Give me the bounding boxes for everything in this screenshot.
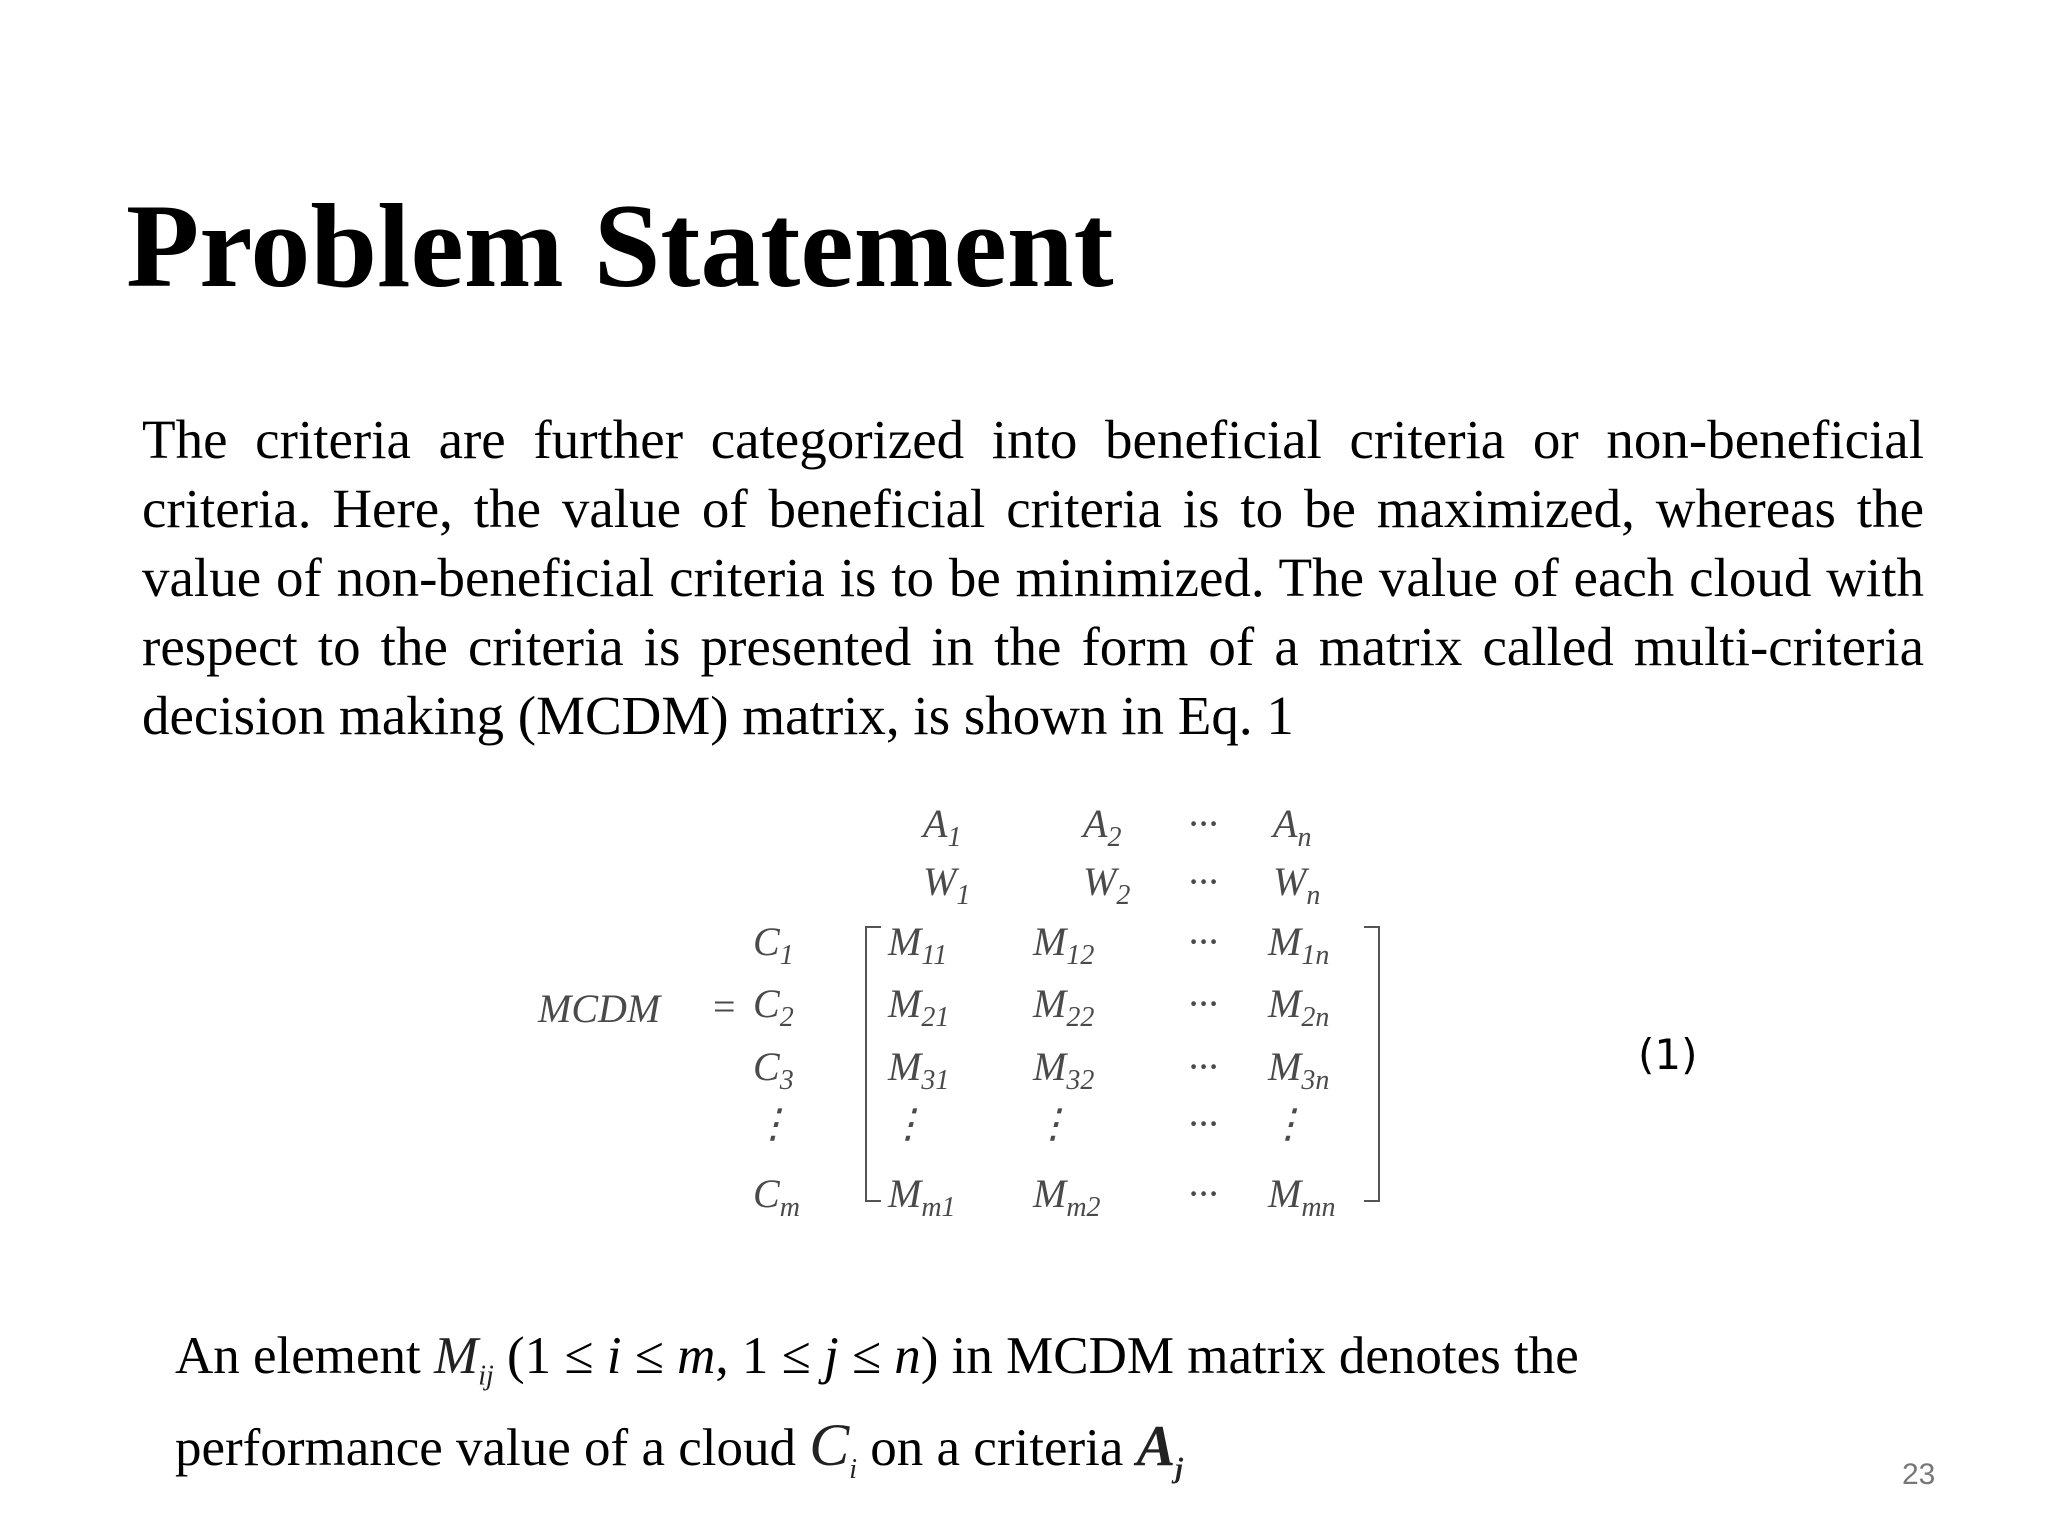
footer-text-8: on a criteria bbox=[857, 1418, 1137, 1477]
matrix-cell: $M_{22}$ bbox=[1033, 981, 1095, 1033]
footer-text-4: , 1 ≤ bbox=[715, 1327, 824, 1385]
footer-text-7: performance value of a cloud bbox=[175, 1418, 810, 1477]
matrix-cell: $M_{3n}$ bbox=[1268, 1044, 1330, 1096]
matrix-row-label: ⋮ bbox=[753, 1101, 793, 1146]
matrix-lhs: MCDM bbox=[538, 986, 661, 1031]
matrix-cell: $M_{21}$ bbox=[888, 981, 950, 1033]
matrix-header-a: $A_n$ bbox=[1273, 801, 1312, 853]
matrix-cell: $M_{31}$ bbox=[888, 1044, 950, 1096]
footer-paragraph bbox=[175, 1322, 1875, 1504]
matrix-cell: ··· bbox=[1188, 919, 1218, 964]
matrix-cell: ⋮ bbox=[1268, 1101, 1308, 1146]
matrix-left-bracket bbox=[865, 926, 881, 1202]
matrix-header-a: ··· bbox=[1188, 801, 1218, 846]
body-paragraph: The criteria are further categorized into beneficial criteria or non-beneficial criteria. Here, the value of beneficial criteria is to be maximized, whereas the value of non-beneficial criteria is to be minimized. The value of each cloud with respect to the criteria is presented in the form of a matrix called multi-criteria decision making (MCDM) matrix, is shown in Eq. 1 bbox=[142, 409, 1924, 746]
matrix-cell: $M_{1n}$ bbox=[1268, 919, 1330, 971]
matrix-cell: ··· bbox=[1188, 981, 1218, 1026]
matrix-header-a: $A_1$ bbox=[923, 801, 962, 853]
matrix-cell: ··· bbox=[1188, 1101, 1218, 1146]
matrix-header-w: $W_2$ bbox=[1083, 859, 1131, 911]
symbol-m-ij: $M_{ij}$ bbox=[434, 1327, 494, 1392]
matrix-cell: $M_{32}$ bbox=[1033, 1044, 1095, 1096]
matrix-cell: ··· bbox=[1188, 1044, 1218, 1089]
matrix-cell: ⋮ bbox=[1033, 1101, 1073, 1146]
symbol-a-j: $A_j$ bbox=[1136, 1412, 1184, 1485]
mcdm-matrix-equation bbox=[528, 790, 1428, 1230]
matrix-cell: $M_{12}$ bbox=[1033, 919, 1095, 971]
var-j: j bbox=[823, 1327, 839, 1385]
var-i: i bbox=[606, 1327, 622, 1385]
matrix-header-w: $W_1$ bbox=[923, 859, 971, 911]
matrix-row-label: $C_m$ bbox=[753, 1171, 800, 1223]
var-m: m bbox=[677, 1327, 716, 1385]
matrix-cell: $M_{11}$ bbox=[888, 919, 948, 971]
footer-text-1: An element bbox=[175, 1327, 435, 1385]
var-n: n bbox=[894, 1327, 921, 1385]
footer-text-2: (1 ≤ bbox=[493, 1327, 607, 1385]
symbol-c-i: $C_i$ bbox=[809, 1411, 858, 1485]
matrix-cell: $M_{mn}$ bbox=[1268, 1171, 1336, 1223]
matrix-row-label: $C_2$ bbox=[753, 981, 794, 1033]
matrix-row-label: $C_3$ bbox=[753, 1044, 794, 1096]
matrix-right-bracket bbox=[1364, 926, 1380, 1202]
footer-text-3: ≤ bbox=[621, 1327, 678, 1385]
footer-text-5: ≤ bbox=[838, 1327, 895, 1385]
matrix-cell: ··· bbox=[1188, 1171, 1218, 1216]
matrix-cell: $M_{m1}$ bbox=[888, 1171, 956, 1223]
matrix-cell: $M_{2n}$ bbox=[1268, 981, 1330, 1033]
equation-number: (1) bbox=[1638, 1030, 1698, 1079]
matrix-equals: = bbox=[713, 984, 736, 1029]
matrix-cell: $M_{m2}$ bbox=[1033, 1171, 1101, 1223]
matrix-cell: ⋮ bbox=[888, 1101, 928, 1146]
matrix-header-w: $W_n$ bbox=[1273, 859, 1321, 911]
footer-text-6: ) in MCDM matrix denotes the bbox=[920, 1327, 1579, 1385]
matrix-header-a: $A_2$ bbox=[1083, 801, 1122, 853]
matrix-row-label: $C_1$ bbox=[753, 919, 794, 971]
page-number: 23 bbox=[1902, 1458, 1936, 1491]
slide-title: Problem Statement bbox=[126, 179, 1114, 312]
matrix-header-w: ··· bbox=[1188, 859, 1218, 904]
